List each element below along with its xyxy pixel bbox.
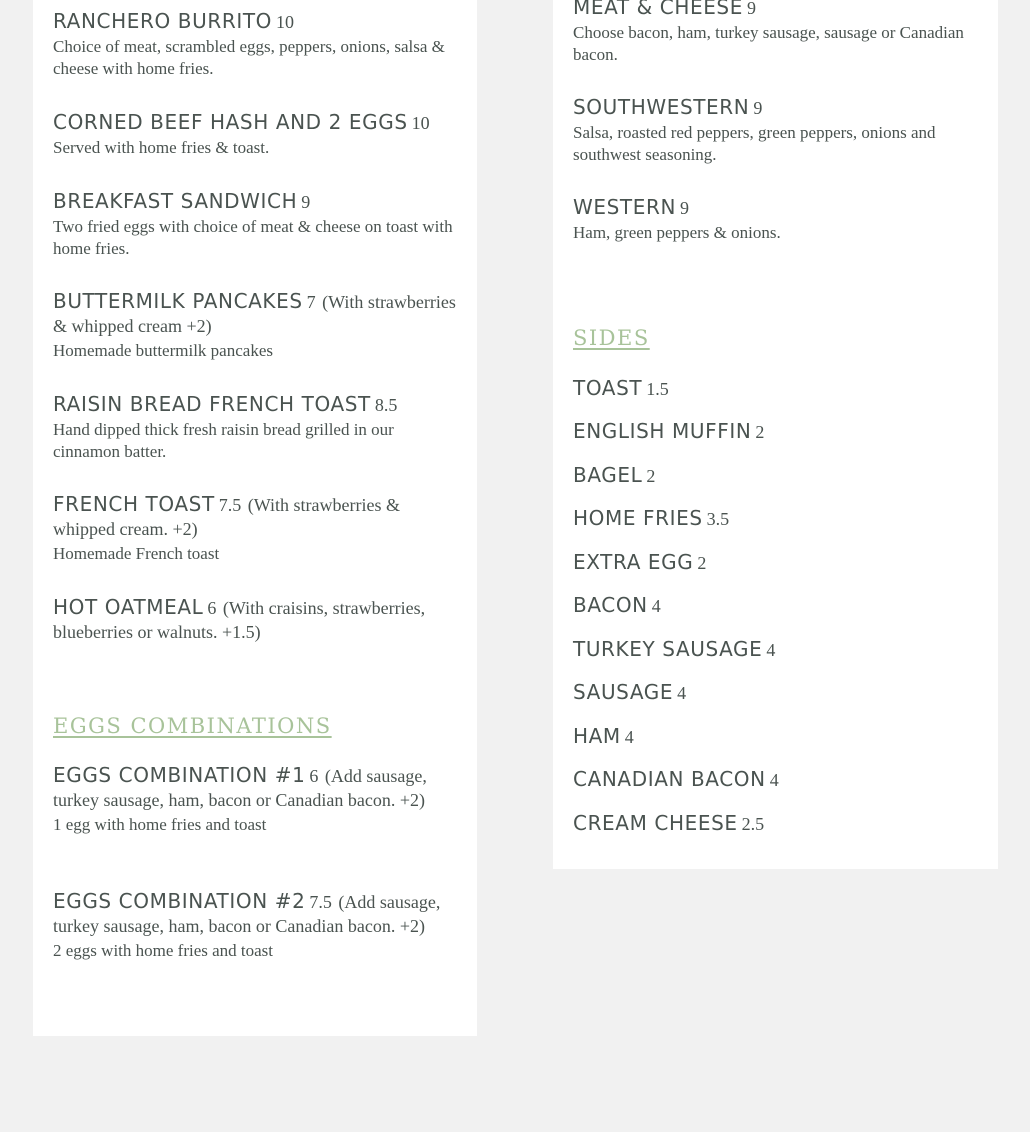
side-item-name: SAUSAGE xyxy=(573,680,674,704)
menu-item-description: Homemade French toast xyxy=(53,544,220,563)
side-item-name: EXTRA EGG xyxy=(573,550,694,574)
menu-item-name: HOT OATMEAL xyxy=(53,595,204,619)
menu-item-addon-note: (Add sausage, turkey sausage, ham, bacon or Canadian bacon. +2) xyxy=(53,766,427,810)
side-item-name: TOAST xyxy=(573,376,643,400)
side-item-price: 2 xyxy=(755,422,765,442)
menu-item-name: WESTERN xyxy=(573,195,677,219)
menu-item-name: RANCHERO BURRITO xyxy=(53,9,272,33)
side-item-price: 4 xyxy=(624,727,634,747)
side-item-price: 2 xyxy=(646,466,656,486)
menu-item-description: Salsa, roasted red peppers, green peppers, onions and southwest seasoning. xyxy=(573,123,936,164)
side-item-name: CREAM CHEESE xyxy=(573,811,738,835)
menu-item-price: 10 xyxy=(275,12,294,32)
side-item-extra-egg xyxy=(573,550,978,577)
menu-item-header xyxy=(573,195,978,220)
menu-item-name: EGGS COMBINATION #2 xyxy=(53,889,306,913)
menu-card-left xyxy=(33,0,477,1036)
menu-item-header xyxy=(53,289,457,338)
menu-item-raisin-bread-french-toast xyxy=(53,392,457,463)
menu-item-header xyxy=(53,889,457,938)
menu-item-name: CORNED BEEF HASH AND 2 EGGS xyxy=(53,110,408,134)
side-item-price: 4 xyxy=(766,640,776,660)
menu-item-addon-note: (With strawberries & whipped cream +2) xyxy=(53,292,456,336)
menu-item-name: BUTTERMILK PANCAKES xyxy=(53,289,303,313)
menu-item-description: Served with home fries & toast. xyxy=(53,138,270,157)
side-item-bagel xyxy=(573,463,978,490)
menu-item-header xyxy=(53,492,457,541)
side-item-name: BAGEL xyxy=(573,463,643,487)
side-item-canadian-bacon xyxy=(573,767,978,794)
side-item-price: 2 xyxy=(697,553,707,573)
menu-item-description: Choose bacon, ham, turkey sausage, sausage or Canadian bacon. xyxy=(573,23,964,64)
menu-item-price: 7.5 xyxy=(218,495,242,515)
menu-item-name: FRENCH TOAST xyxy=(53,492,215,516)
menu-item-eggs-combination-2 xyxy=(53,889,457,962)
section-title-eggs-combinations: EGGS COMBINATIONS xyxy=(53,714,332,738)
side-item-name: HAM xyxy=(573,724,621,748)
menu-item-price: 8.5 xyxy=(374,395,398,415)
menu-item-price: 9 xyxy=(680,198,690,218)
menu-item-buttermilk-pancakes xyxy=(53,289,457,362)
menu-item-description: Ham, green peppers & onions. xyxy=(573,223,781,242)
side-item-price: 4 xyxy=(677,683,687,703)
side-item-price: 4 xyxy=(651,596,661,616)
side-item-cream-cheese xyxy=(573,811,978,838)
menu-item-addon-note: (With strawberries & whipped cream. +2) xyxy=(53,495,400,539)
side-item-sausage xyxy=(573,680,978,707)
menu-item-price: 9 xyxy=(746,0,756,18)
side-item-english-muffin xyxy=(573,419,978,446)
menu-item-price: 7.5 xyxy=(309,892,332,912)
section-title-sides: SIDES xyxy=(573,326,650,350)
menu-item-description: 1 egg with home fries and toast xyxy=(53,815,267,834)
menu-item-description: Hand dipped thick fresh raisin bread grilled in our cinnamon batter. xyxy=(53,420,394,461)
menu-item-eggs-combination-1 xyxy=(53,763,457,836)
menu-item-name: EGGS COMBINATION #1 xyxy=(53,763,306,787)
menu-item-name: SOUTHWESTERN xyxy=(573,95,750,119)
menu-item-header xyxy=(53,110,457,135)
menu-item-description: 2 eggs with home fries and toast xyxy=(53,941,274,960)
menu-card-right xyxy=(553,0,998,869)
side-item-name: ENGLISH MUFFIN xyxy=(573,419,752,443)
menu-item-addon-note: (Add sausage, turkey sausage, ham, bacon or Canadian bacon. +2) xyxy=(53,892,441,936)
menu-item-header xyxy=(573,0,978,20)
menu-item-name: BREAKFAST SANDWICH xyxy=(53,189,298,213)
menu-item-hot-oatmeal xyxy=(53,595,457,644)
side-item-toast xyxy=(573,376,978,403)
side-item-bacon xyxy=(573,593,978,620)
menu-item-price: 10 xyxy=(411,113,430,133)
side-item-name: TURKEY SAUSAGE xyxy=(573,637,763,661)
side-item-ham xyxy=(573,724,978,751)
menu-item-header xyxy=(53,595,457,644)
menu-item-ranchero-burrito xyxy=(53,9,457,80)
menu-item-addon-note: (With craisins, strawberries, blueberries or walnuts. +1.5) xyxy=(53,598,426,642)
menu-item-price: 7 xyxy=(306,292,316,312)
menu-item-french-toast xyxy=(53,492,457,565)
side-item-name: BACON xyxy=(573,593,648,617)
menu-item-header xyxy=(573,95,978,120)
side-item-price: 4 xyxy=(769,770,779,790)
side-item-price: 2.5 xyxy=(741,814,765,834)
menu-item-header xyxy=(53,9,457,34)
menu-item-header xyxy=(53,763,457,812)
side-item-name: HOME FRIES xyxy=(573,506,703,530)
menu-item-price: 9 xyxy=(753,98,763,118)
menu-item-price: 9 xyxy=(301,192,311,212)
side-item-price: 1.5 xyxy=(646,379,669,399)
side-item-home-fries xyxy=(573,506,978,533)
side-item-turkey-sausage xyxy=(573,637,978,664)
menu-item-western xyxy=(573,195,978,244)
menu-item-description: Choice of meat, scrambled eggs, peppers, onions, salsa & cheese with home fries. xyxy=(53,37,445,78)
menu-item-header xyxy=(53,392,457,417)
menu-item-price: 6 xyxy=(309,766,319,786)
menu-item-description: Homemade buttermilk pancakes xyxy=(53,341,273,360)
side-item-name: CANADIAN BACON xyxy=(573,767,766,791)
menu-item-breakfast-sandwich xyxy=(53,189,457,260)
side-item-price: 3.5 xyxy=(706,509,730,529)
menu-item-header xyxy=(53,189,457,214)
menu-item-corned-beef-hash xyxy=(53,110,457,159)
menu-item-name: RAISIN BREAD FRENCH TOAST xyxy=(53,392,371,416)
menu-item-meat-and-cheese xyxy=(573,0,978,66)
menu-item-description: Two fried eggs with choice of meat & cheese on toast with home fries. xyxy=(53,217,453,258)
menu-item-name: MEAT & CHEESE xyxy=(573,0,743,19)
menu-item-price: 6 xyxy=(207,598,217,618)
menu-item-southwestern xyxy=(573,95,978,166)
